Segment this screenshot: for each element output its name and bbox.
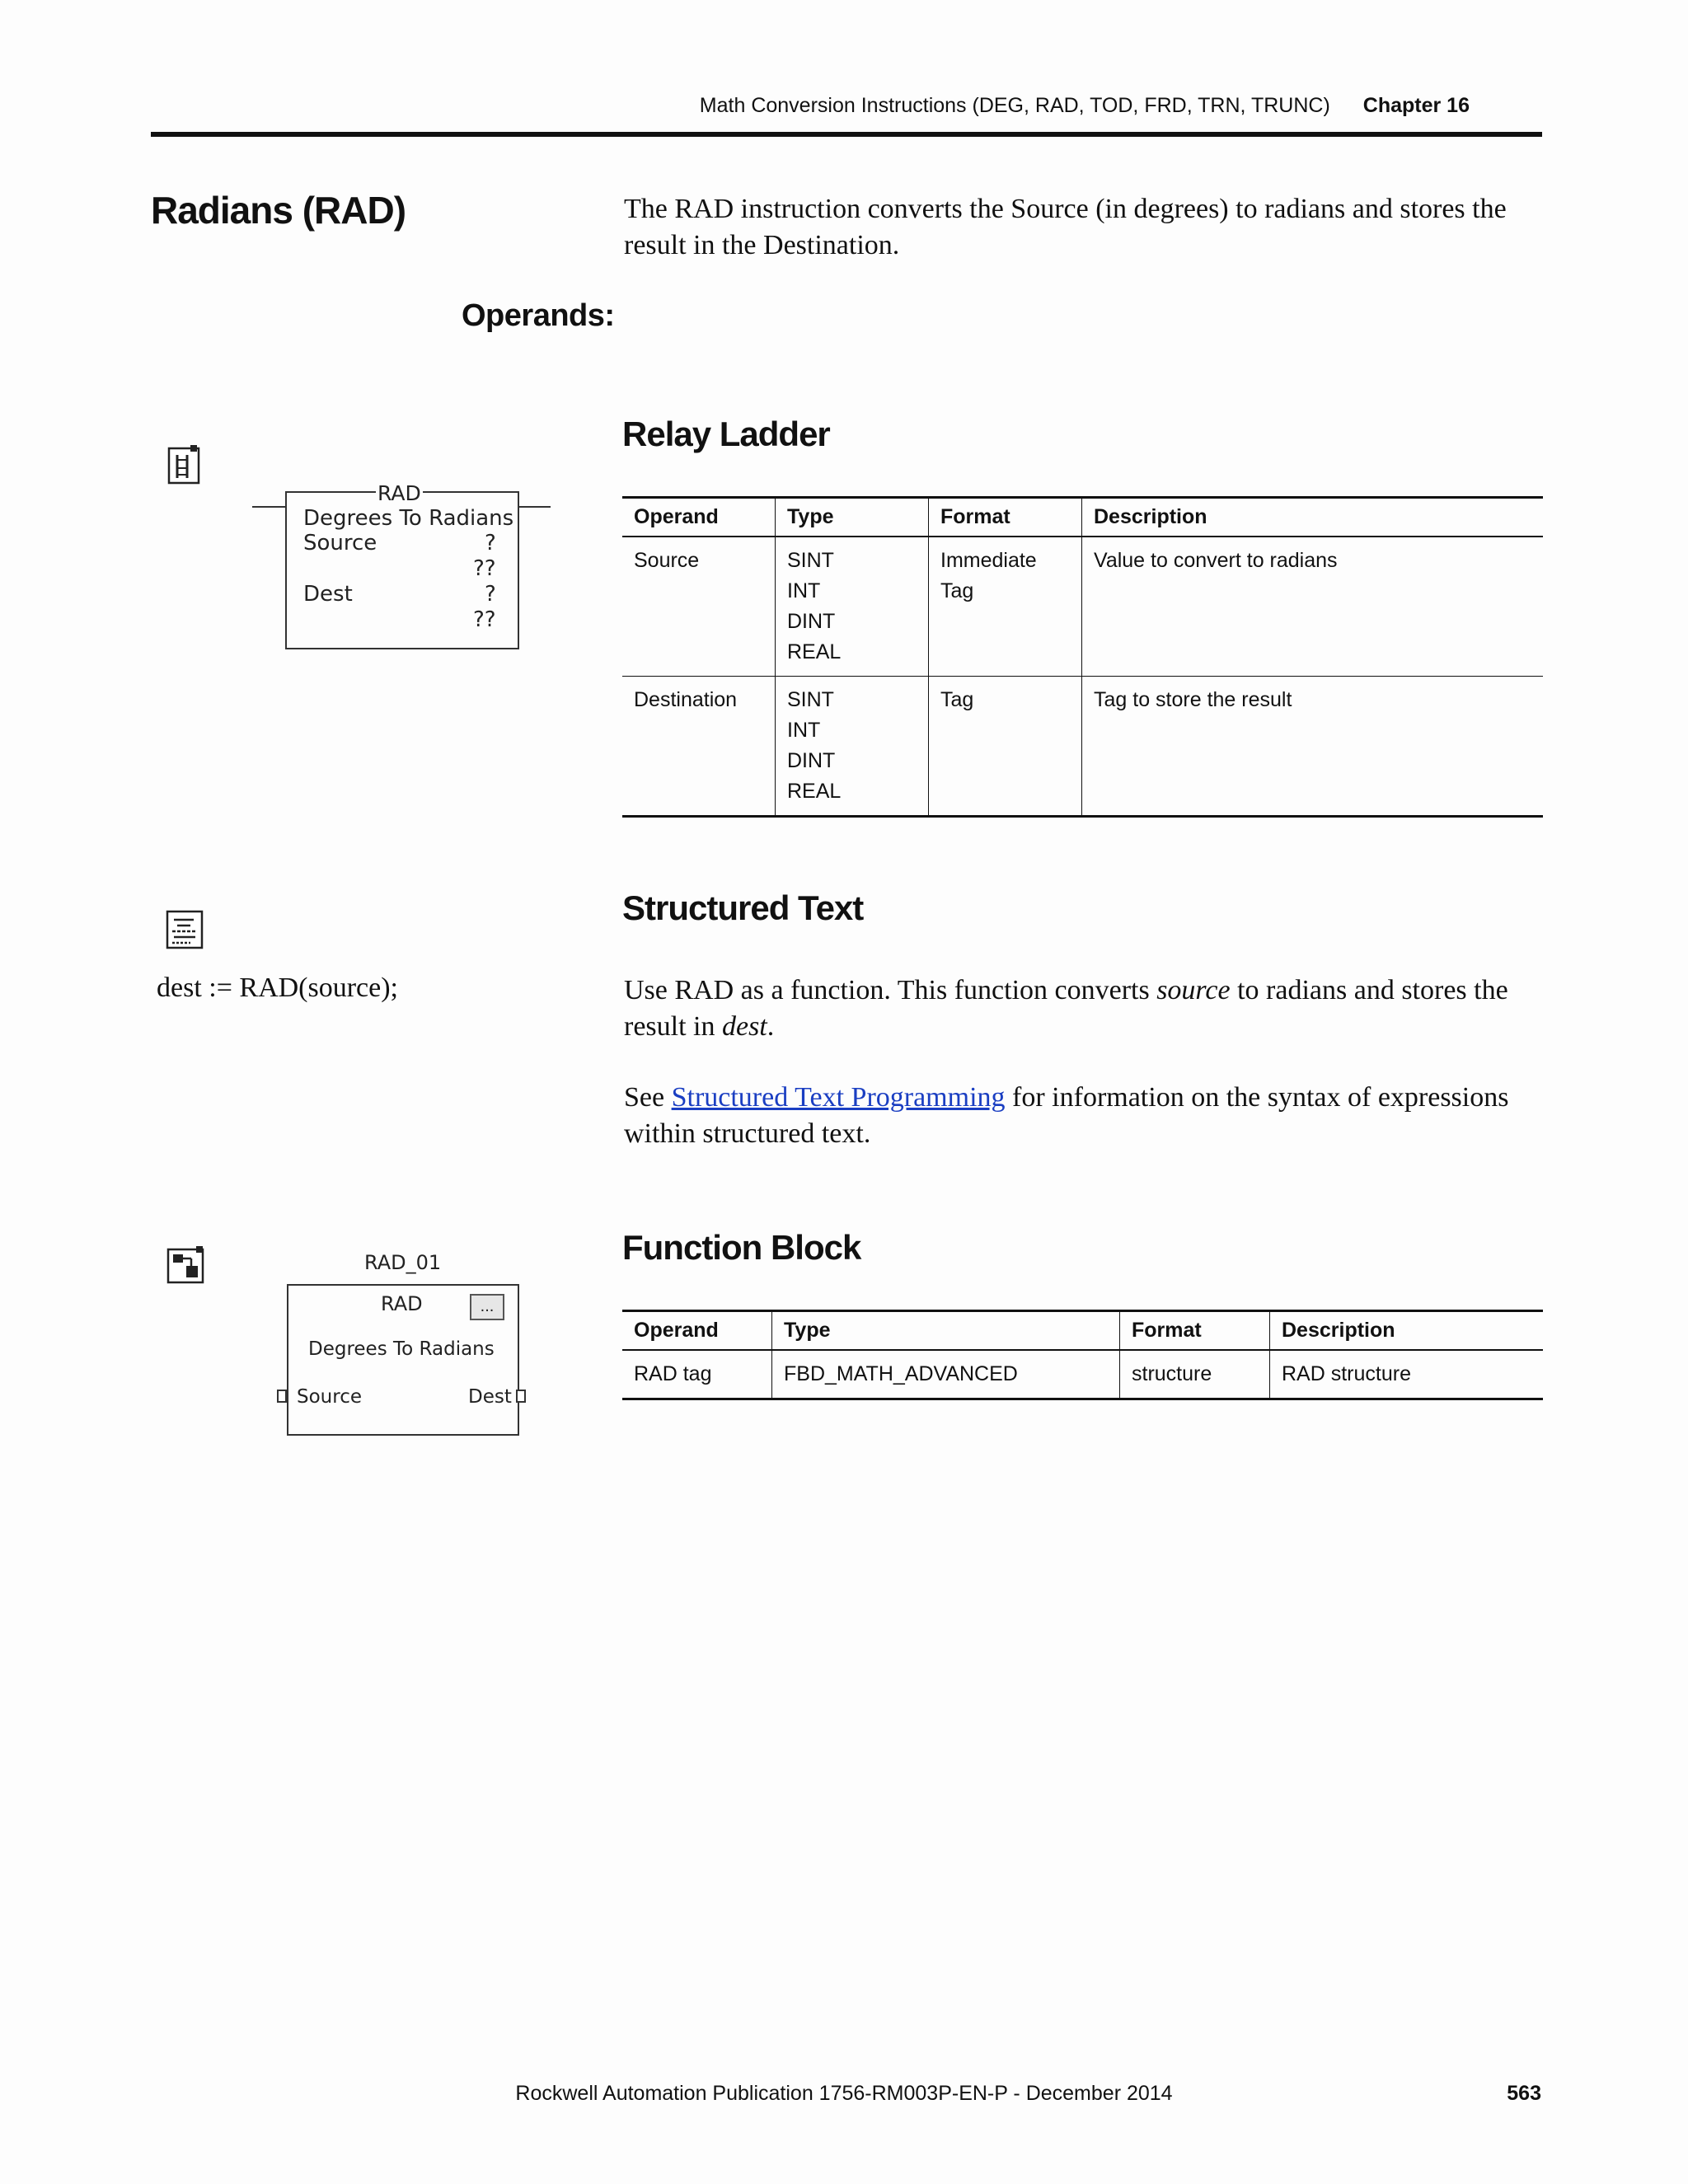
- type-cell: FBD_MATH_ADVANCED: [772, 1350, 1120, 1399]
- structured-text-paragraph: [624, 972, 1543, 1045]
- intro-paragraph: The RAD instruction converts the Source (in degrees) to radians and stores the result in the Destination.: [624, 194, 1507, 260]
- text-run: to radians and stores the result in: [624, 975, 1508, 1042]
- running-header: [700, 94, 1470, 118]
- function-block-properties-button[interactable]: ...: [470, 1294, 504, 1320]
- column-header: Description: [1082, 498, 1544, 537]
- table-header-row: [622, 498, 1543, 537]
- operand-cell: Destination: [622, 677, 776, 817]
- format-value: Tag: [940, 688, 974, 711]
- table-row: [622, 1350, 1543, 1399]
- type-value: DINT: [787, 749, 836, 772]
- column-header: Type: [772, 1311, 1120, 1351]
- type-cell: [776, 537, 929, 677]
- structured-text-programming-link[interactable]: Structured Text Programming: [671, 1082, 1006, 1113]
- structured-text-code: dest := RAD(source);: [157, 972, 399, 1003]
- type-value: SINT: [787, 549, 834, 572]
- rad-ladder-instruction: [252, 481, 551, 649]
- text-run: Use RAD as a function. This function converts: [624, 975, 1157, 1005]
- table-header-row: [622, 1311, 1543, 1351]
- table-row: [622, 537, 1543, 677]
- dest-pin: [516, 1390, 526, 1403]
- structured-text-reference: [624, 1080, 1543, 1152]
- rad-function-block: [275, 1251, 539, 1437]
- column-header: Operand: [622, 1311, 772, 1351]
- type-value: INT: [787, 719, 821, 742]
- type-value: REAL: [787, 640, 842, 663]
- type-value: SINT: [787, 688, 834, 711]
- ladder-source-sub: ??: [473, 556, 496, 581]
- chapter-label: Chapter 16: [1362, 94, 1470, 117]
- section-title: Radians (RAD): [151, 189, 406, 232]
- function-block-icon: [166, 1246, 206, 1290]
- column-header: Format: [1120, 1311, 1270, 1351]
- operands-label: Operands:: [462, 298, 615, 333]
- function-block-title: RAD: [381, 1292, 423, 1315]
- table-row: [622, 677, 1543, 817]
- ladder-dest-label: Dest: [303, 582, 353, 607]
- description-cell: Tag to store the result: [1082, 677, 1544, 817]
- text-run: for information on the syntax of expressions within structured text.: [624, 1082, 1509, 1149]
- structured-text-heading: Structured Text: [622, 888, 864, 927]
- ladder-dest-sub: ??: [473, 607, 496, 632]
- source-pin: [277, 1390, 287, 1403]
- ladder-icon: [167, 445, 204, 490]
- column-header: Type: [776, 498, 929, 537]
- ladder-dest-value: ?: [485, 582, 496, 607]
- ladder-source-label: Source: [303, 531, 377, 555]
- column-header: Description: [1270, 1311, 1544, 1351]
- description-cell: Value to convert to radians: [1082, 537, 1544, 677]
- header-rule: [151, 132, 1542, 137]
- running-title: Math Conversion Instructions (DEG, RAD, TOD, FRD, TRN, TRUNC): [699, 94, 1330, 117]
- operand-cell: Source: [622, 537, 776, 677]
- column-header: Operand: [622, 498, 776, 537]
- format-cell: structure: [1120, 1350, 1270, 1399]
- format-cell: [929, 537, 1082, 677]
- function-block-output-label: Dest: [468, 1386, 512, 1408]
- column-header: Format: [929, 498, 1082, 537]
- footer-publication: Rockwell Automation Publication 1756-RM003P-EN-P - December 2014: [515, 2082, 1173, 2105]
- type-value: INT: [787, 579, 821, 602]
- page-number: 563: [1507, 2082, 1541, 2105]
- relay-ladder-heading: Relay Ladder: [622, 415, 830, 453]
- relay-ladder-operands-table: [622, 496, 1543, 818]
- format-value: Immediate: [940, 549, 1037, 572]
- type-value: REAL: [787, 780, 842, 803]
- ladder-source-value: ?: [485, 531, 496, 555]
- function-block-name: Degrees To Radians: [308, 1338, 495, 1360]
- function-block-input-label: Source: [297, 1386, 362, 1408]
- function-block-operands-table: [622, 1310, 1543, 1400]
- structured-text-icon: [166, 910, 205, 955]
- function-block-tag-name: RAD_01: [364, 1251, 442, 1274]
- operand-cell: RAD tag: [622, 1350, 772, 1399]
- format-cell: [929, 677, 1082, 817]
- ladder-instruction-title: RAD: [377, 481, 421, 505]
- ladder-instruction-name: Degrees To Radians: [303, 506, 514, 531]
- source-term: source: [1156, 975, 1231, 1005]
- description-cell: RAD structure: [1270, 1350, 1544, 1399]
- type-cell: [776, 677, 929, 817]
- text-run: .: [767, 1011, 775, 1042]
- text-run: See: [624, 1082, 672, 1113]
- format-value: Tag: [940, 579, 974, 602]
- function-block-heading: Function Block: [622, 1228, 861, 1267]
- dest-term: dest: [721, 1011, 767, 1042]
- type-value: DINT: [787, 610, 836, 633]
